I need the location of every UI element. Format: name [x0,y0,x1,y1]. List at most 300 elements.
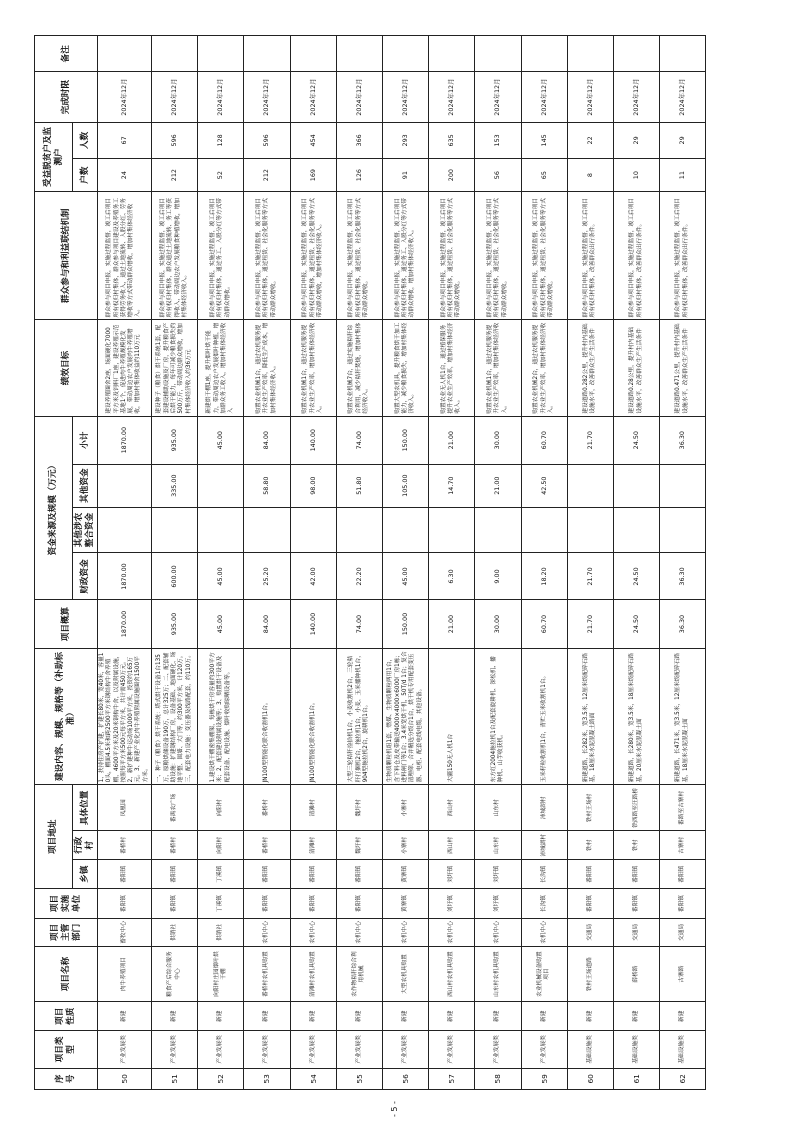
project-unit-cell: 刘圩镇 [429,889,475,919]
header-mechanism: 群众参与和利益联结机制 [35,192,98,320]
mechanism-cell: 群众参与项目申报，实施过程监督，竣工后项目所有权归村集体，通过务工、入股分红等方式带动群众增收。 [198,192,244,320]
mechanism-cell: 群众参与项目申报，实施过程监督，竣工后项目所有权归村集体，通过租赁、社会化服务等方式带动群众增收。 [475,192,521,320]
remark-cell [521,36,567,72]
town-cell: 番阳镇 [660,860,706,889]
persons-cell: 145 [521,122,567,158]
site-cell: 凤凰园 [98,785,152,831]
site-cell: 铁村王场村 [567,785,613,831]
village-cell: 沛城湖村 [521,831,567,860]
remark-cell [336,36,382,72]
village-cell: 番桥村 [98,831,152,860]
project-dept-cell: 供销社 [152,919,198,947]
persons-cell: 67 [98,122,152,158]
deadline-cell: 2024年12月 [336,72,382,122]
project-unit-cell: 番阳镇 [567,889,613,919]
project-name-cell: 西山村农机具购置 [429,946,475,1002]
fiscal-funds-cell: 24.50 [613,553,659,600]
project-name-cell: 农业机械设备购置项目 [521,946,567,1002]
persons-cell: 153 [475,122,521,158]
project-unit-cell: 长沟镇 [521,889,567,919]
project-type-cell: 产业发展类 [244,1031,290,1068]
goal-cell: 建设道路0.471公里，提升村内基础设施水平，改善群众生产生活条件 [660,320,706,416]
header-remarks: 备注 [35,36,98,72]
remark-cell [660,36,706,72]
integrated-funds-cell [152,507,198,553]
remark-cell [429,36,475,72]
other-funds-cell: 98.00 [290,464,336,507]
town-cell: 番阳镇 [290,860,336,889]
deadline-cell: 2024年12月 [383,72,429,122]
site-cell: 铁西路至汪路桥 [613,785,659,831]
goal-cell: 购置农业机械1台，通过农机服务提升农业生产效率，降低生产成本，增加村集体经济收入。 [244,320,290,416]
town-cell: 刘圩镇 [429,860,475,889]
project-dept-cell: 农机中心 [475,919,521,947]
town-cell: 长沟镇 [521,860,567,889]
site-cell: 沛城湖村 [521,785,567,831]
fiscal-funds-cell: 42.00 [290,553,336,600]
deadline-cell: 2024年12月 [198,72,244,122]
goal-cell: 购置农业机械2台，通过农机服务提升农业生产效率，增加村集体经济收入。 [521,320,567,416]
project-unit-cell: 番阳镇 [98,889,152,919]
table-row [429,36,475,1090]
row-no-cell: 52 [198,1068,244,1089]
table-body [98,36,706,1090]
project-unit-cell: 番阳镇 [660,889,706,919]
fiscal-funds-cell: 6.30 [429,553,475,600]
subtotal-cell: 1870.00 [98,416,152,464]
deadline-cell: 2024年12月 [429,72,475,122]
remark-cell [152,36,198,72]
persons-cell: 22 [567,122,613,158]
fiscal-funds-cell: 22.20 [336,553,382,600]
persons-cell: 29 [613,122,659,158]
persons-cell: 366 [336,122,382,158]
row-no-cell: 54 [290,1068,336,1089]
integrated-funds-cell [383,507,429,553]
project-type-cell: 产业发展类 [383,1031,429,1068]
mechanism-cell: 群众参与项目申报，实施过程监督，竣工后项目所有权归村集体，通过租赁、社会化服务等方式带动群众增收。 [336,192,382,320]
project-type-cell: 产业发展类 [475,1031,521,1068]
project-dept-cell: 交通局 [567,919,613,947]
other-funds-cell: 21.00 [475,464,521,507]
goal-cell: 建设养殖圈舍2座，场面硬化7000平方米及饲料厂1座，建设养殖示范基地1个，促进肉牛养殖规模化发展，带动周边农户发展肉牛养殖增收，增加村集体收益约110万元 [98,320,152,416]
town-cell: 番阳镇 [244,860,290,889]
row-no-cell: 59 [521,1068,567,1089]
content-cell: JN100型智能化联合收割机1台。 [290,648,336,785]
budget-cell: 1870.00 [98,600,152,648]
remark-cell [290,36,336,72]
other-funds-cell: 105.00 [383,464,429,507]
mechanism-cell: 群众参与项目申报，实施过程监督，竣工后项目所有权归村集体，通过租赁、社会化服务等方式带动群众增收，增加村集体经济收入。 [290,192,336,320]
other-funds-cell [98,464,152,507]
page-number: - 5 - [390,1101,399,1117]
village-cell: 魏圩村 [336,831,382,860]
project-type-cell: 产业发展类 [290,1031,336,1068]
project-type-cell: 产业发展类 [98,1031,152,1068]
integrated-funds-cell [660,507,706,553]
mechanism-cell: 群众参与项目申报，实施过程监督，竣工后项目所有权归村集体，通过租赁、社会化服务等方式带动群众增收。 [244,192,290,320]
project-name-cell: 铁村王场道路 [567,946,613,1002]
header-persons: 人数 [73,122,98,158]
header-site: 具体位置 [73,785,98,831]
integrated-funds-cell [98,507,152,553]
remark-cell [475,36,521,72]
households-cell: 65 [521,159,567,192]
village-cell: 向阳村 [198,831,244,860]
project-name-cell: 肉牛养殖项目 [98,946,152,1002]
project-type-cell: 基础设施类 [567,1031,613,1068]
mechanism-cell: 群众参与项目申报，实施过程监督，竣工后项目所有权归村集体，改善群众出行条件。 [567,192,613,320]
other-funds-cell [198,464,244,507]
content-cell: 东方红2004拖拉机1台及配套旋耕机、深松机、播种机、山芋收获机。 [475,648,521,785]
town-cell: 番阳镇 [336,860,382,889]
content-cell: 新建道路，长282米，宽3.5米，12厘米级配碎石路基，18厘米水泥混凝土路面 [567,648,613,785]
content-cell: 新建道路，长471米，宽3.5米，12厘米级配碎石路基，18厘米水泥混凝土面 [660,648,706,785]
village-cell: 古寨村 [660,831,706,860]
fiscal-funds-cell: 21.70 [567,553,613,600]
goal-cell: 购置农业机械7台，通过实施秸秆综合利用，减少秸秆焚烧，增加村集体经济收入。 [336,320,382,416]
header-town: 乡镇 [73,860,98,889]
project-dept-cell: 农机中心 [244,919,290,947]
budget-cell: 21.70 [567,600,613,648]
households-cell: 212 [152,159,198,192]
deadline-cell: 2024年12月 [290,72,336,122]
header-nature: 项目性质 [35,1002,98,1031]
project-unit-cell: 番阳镇 [613,889,659,919]
project-dept-cell: 农机中心 [429,919,475,947]
project-nature-cell: 新建 [521,1002,567,1031]
subtotal-cell: 60.70 [521,416,567,464]
project-type-cell: 产业发展类 [429,1031,475,1068]
content-cell: 1、扶持住房产扩建，扩建长80米，宽40米，容量10头，棚面4.5米和跨2500平方米钢结构牛舍养殖棚，4600平方米及20米钢构牛舍，以及附属设施，按照每平方米500元每平方米，共计需450万元。2、新扩建种牛运动场1000平方米，投资约165万元。3、新建产业化肉牛养殖附属设施圈舍1500平方米。 [98,648,152,785]
subtotal-cell: 140.00 [290,416,336,464]
goal-cell: 建设道路0.282公里，提升村内基础设施水平，改善群众生产生活条件 [567,320,613,416]
town-cell: 番阳镇 [152,860,198,889]
integrated-funds-cell [521,507,567,553]
header-beneficiary: 受益脱贫户及监测户 [35,122,73,191]
fiscal-funds-cell: 9.00 [475,553,521,600]
goal-cell: 购置大型农机具，提升粮食烘干加工能力，减少粮食损失，增加村集体经济收入。 [383,320,429,416]
content-cell: 大型三轮秸秆捡拾机1台，小麦收割机2台，三轮秸秆打捆机2台，拖拉机1台，小麦、玉米播种机1台，904型拖拉机2台，旋耕机1台。 [336,648,382,785]
mechanism-cell: 群众参与项目申报，实施过程监督，竣工后项目所有权归村集体，通过务工、入股分红等方式带动群众增收，增加村集体经济收入。 [383,192,429,320]
subtotal-cell: 74.00 [336,416,382,464]
households-cell: 126 [336,159,382,192]
village-cell: 铁村 [613,831,659,860]
table-row [567,36,613,1090]
budget-cell: 21.00 [429,600,475,648]
households-cell: 200 [429,159,475,192]
budget-cell: 60.70 [521,600,567,648]
site-cell: 番桥村 [244,785,290,831]
project-dept-cell: 交通局 [660,919,706,947]
site-cell: 魏圩村 [336,785,382,831]
project-unit-cell: 丁溪镇 [198,889,244,919]
project-name-cell: 薛桥路 [613,946,659,1002]
project-nature-cell: 新建 [429,1002,475,1031]
deadline-cell: 2024年12月 [152,72,198,122]
fiscal-funds-cell: 18.20 [521,553,567,600]
integrated-funds-cell [429,507,475,553]
project-dept-cell: 交通局 [613,919,659,947]
integrated-funds-cell [244,507,290,553]
project-unit-cell: 番阳镇 [290,889,336,919]
site-cell: 番路至古寨村 [660,785,706,831]
table-row [383,36,429,1090]
header-subtotal: 小计 [73,416,98,464]
households-cell: 212 [244,159,290,192]
subtotal-cell: 45.00 [198,416,244,464]
header-goal: 绩效目标 [35,320,98,416]
subtotal-cell: 21.00 [429,416,475,464]
goal-cell: 建设种子（粮食）烘干系统1套，配套建设辅助设施及厂房，提升粮食产后烘干能力，每年可减少粮食损失约500万斤，带动周边群众增收，增加村集体经济收入约36万元 [152,320,198,416]
remark-cell [98,36,152,72]
persons-cell: 293 [383,122,429,158]
remark-cell [198,36,244,72]
header-budget: 项目概算 [35,600,98,648]
content-cell: 一、种子（粮食）烘干系统：塔式烘干设备1台135万，原粮烘储设备190万，总计325万；二、配套辅助设施：扩建钢结构厂房，设备基础、地面硬化、场地平整、围墙、大门等，约300平方米，计120万。三、配套电力设施：变压器及线路配套，约110万。 [152,648,198,785]
budget-cell: 24.50 [613,600,659,648]
project-dept-cell: 畜牧中心 [98,919,152,947]
village-cell: 清滩村 [290,831,336,860]
project-type-cell: 产业发展类 [152,1031,198,1068]
header-village: 行政村 [73,831,98,860]
goal-cell: 购置农业机械1台，通过农机服务提升农业生产效率，增加村集体经济收入。 [290,320,336,416]
town-cell: 番阳镇 [567,860,613,889]
town-cell: 丁溪镇 [198,860,244,889]
households-cell: 169 [290,159,336,192]
fiscal-funds-cell: 45.00 [198,553,244,600]
project-unit-cell: 黄寨镇 [383,889,429,919]
table-row [475,36,521,1090]
subtotal-cell: 935.00 [152,416,198,464]
project-unit-cell: 番阳镇 [152,889,198,919]
village-cell: 番桥村 [244,831,290,860]
site-cell: 西山村 [429,785,475,831]
integrated-funds-cell [290,507,336,553]
project-name-cell: 向阳村庄园烟叶烘干棚 [198,946,244,1002]
remark-cell [383,36,429,72]
other-funds-cell [613,464,659,507]
other-funds-cell: 51.80 [336,464,382,507]
project-dept-cell: 农机中心 [336,919,382,947]
mechanism-cell: 群众参与项目申报，实施过程监督，竣工后项目所有权归村集体，群众通过土地流转、务工等获得收入，带动周边农户发展粮食种植增收，增加村集体经济收入。 [152,192,198,320]
site-cell: 清滩村 [290,785,336,831]
header-fiscal: 财政资金 [73,553,98,600]
deadline-cell: 2024年12月 [521,72,567,122]
header-location: 项目地址 [35,785,73,889]
project-name-cell: 农作物秸秆综合利用机械 [336,946,382,1002]
remark-cell [567,36,613,72]
persons-cell: 128 [198,122,244,158]
households-cell: 91 [383,159,429,192]
project-unit-cell: 刘圩镇 [475,889,521,919]
budget-cell: 74.00 [336,600,382,648]
content-cell: 1.建设烘干棚密集棚架，每栋烘干房容量约300平方米；2、配套建设附属设施等；3、购置烘干设备及配套设备、配电设施、烟叶收购晾晒设备等。 [198,648,244,785]
header-type: 项目类型 [35,1031,98,1068]
rotated-table-page [34,35,788,1090]
persons-cell: 29 [660,122,706,158]
header-unit: 项目实施单位 [35,889,98,919]
remark-cell [613,36,659,72]
header-households: 户数 [73,159,98,192]
goal-cell: 购置农业无人机1台，通过植保服务提升农业生产效率，增加村集体经济收入。 [429,320,475,416]
town-cell: 番阳镇 [98,860,152,889]
other-funds-cell: 42.50 [521,464,567,507]
project-nature-cell: 新建 [98,1002,152,1031]
budget-cell: 36.30 [660,600,706,648]
header-other: 其他资金 [73,464,98,507]
deadline-cell: 2024年12月 [660,72,706,122]
other-funds-cell [567,464,613,507]
content-cell: 生物质颗粒机组1套，燃煤、生物质颗粒两用1台，含下料仓及皮带输送4000×4000×6000厂房1栋；进料闸门等1台；3.4米宽烘干机，50T/d 1台；复合清理筛、合并精选分级台1台，烘干机专用配套变压器、电柜、配套电线电缆，其他设备。 [383,648,429,785]
project-name-cell: 清滩村农机具购置 [290,946,336,1002]
table-row [336,36,382,1090]
header-row-1 [35,36,73,1090]
fiscal-funds-cell: 1870.00 [98,553,152,600]
households-cell: 56 [475,159,521,192]
row-no-cell: 53 [244,1068,290,1089]
deadline-cell: 2024年12月 [567,72,613,122]
table-row [244,36,290,1090]
row-no-cell: 62 [660,1068,706,1089]
project-nature-cell: 新建 [152,1002,198,1031]
budget-cell: 140.00 [290,600,336,648]
project-unit-cell: 番阳镇 [244,889,290,919]
fiscal-funds-cell: 25.20 [244,553,290,600]
site-cell: 番禺农广场 [152,785,198,831]
subtotal-cell: 30.00 [475,416,521,464]
goal-cell: 建设道路0.28公里，提升村内基础设施水平，改善群众生产生活条件 [613,320,659,416]
header-dept: 项目主管部门 [35,919,98,947]
households-cell: 10 [613,159,659,192]
deadline-cell: 2024年12月 [613,72,659,122]
table-row [521,36,567,1090]
site-cell: 山东村 [475,785,521,831]
households-cell: 8 [567,159,613,192]
project-dept-cell: 农机中心 [383,919,429,947]
project-nature-cell: 新建 [660,1002,706,1031]
project-nature-cell: 新建 [290,1002,336,1031]
site-cell: 小寨村 [383,785,429,831]
table-row [290,36,336,1090]
project-unit-cell: 番阳镇 [336,889,382,919]
project-nature-cell: 新建 [198,1002,244,1031]
households-cell: 52 [198,159,244,192]
project-type-cell: 基础设施类 [660,1031,706,1068]
project-name-cell: 大型农机具购置 [383,946,429,1002]
integrated-funds-cell [567,507,613,553]
other-funds-cell [660,464,706,507]
goal-cell: 新建烘干棚1座，提升烟叶烘干能力，带动周边农户发展烟叶种植，增加群众务工收入，增加村集体经济收入 [198,320,244,416]
project-nature-cell: 新建 [336,1002,382,1031]
row-no-cell: 61 [613,1068,659,1089]
remark-cell [244,36,290,72]
project-nature-cell: 新建 [475,1002,521,1031]
town-cell: 番阳镇 [613,860,659,889]
project-nature-cell: 新建 [567,1002,613,1031]
site-cell: 向阳村 [198,785,244,831]
project-type-cell: 产业发展类 [198,1031,244,1068]
header-seq: 序号 [35,1068,98,1089]
row-no-cell: 51 [152,1068,198,1089]
persons-cell: 596 [152,122,198,158]
households-cell: 24 [98,159,152,192]
table-row [198,36,244,1090]
village-cell: 小寨村 [383,831,429,860]
project-table [34,35,706,1090]
subtotal-cell: 84.00 [244,416,290,464]
table-row [613,36,659,1090]
other-funds-cell: 335.00 [152,464,198,507]
integrated-funds-cell [475,507,521,553]
project-type-cell: 基础设施类 [613,1031,659,1068]
integrated-funds-cell [336,507,382,553]
mechanism-cell: 群众参与项目申报，实施过程监督，竣工后项目所有权归村集体，改善群众出行条件。 [660,192,706,320]
row-no-cell: 50 [98,1068,152,1089]
content-cell: JN100型智能化联合收割机1台。 [244,648,290,785]
project-name-cell: 番桥村农机具购置 [244,946,290,1002]
integrated-funds-cell [613,507,659,553]
subtotal-cell: 21.70 [567,416,613,464]
budget-cell: 45.00 [198,600,244,648]
households-cell: 11 [660,159,706,192]
mechanism-cell: 群众参与项目申报，实施过程监督，竣工后项目所有权归村集体，通过租赁、社会化服务等方式带动群众增收。 [429,192,475,320]
village-cell: 铁村 [567,831,613,860]
village-cell: 番桥村 [152,831,198,860]
town-cell: 刘圩镇 [475,860,521,889]
budget-cell: 30.00 [475,600,521,648]
header-deadline: 完成时限 [35,72,98,122]
project-type-cell: 产业发展类 [521,1031,567,1068]
project-name-cell: 古寨路 [660,946,706,1002]
deadline-cell: 2024年12月 [475,72,521,122]
project-nature-cell: 新建 [613,1002,659,1031]
other-funds-cell: 14.70 [429,464,475,507]
row-no-cell: 56 [383,1068,429,1089]
project-dept-cell: 农机中心 [521,919,567,947]
row-no-cell: 60 [567,1068,613,1089]
persons-cell: 596 [244,122,290,158]
content-cell: 新建道路，长280米，宽3.5米，18厘米级配碎石路基，20厘米水泥混凝土面 [613,648,659,785]
persons-cell: 454 [290,122,336,158]
budget-cell: 935.00 [152,600,198,648]
integrated-funds-cell [198,507,244,553]
mechanism-cell: 群众参与项目申报，实施过程监督，竣工后项目所有权归村集体，通过租赁、社会化服务等方式带动群众增收。 [521,192,567,320]
header-name: 项目名称 [35,946,98,1002]
goal-cell: 购置农业机械1台，通过农机服务提升农业生产效率，增加村集体经济收入。 [475,320,521,416]
project-nature-cell: 新建 [244,1002,290,1031]
budget-cell: 150.00 [383,600,429,648]
mechanism-cell: 群众参与项目申报，实施过程监督，竣工后项目所有权归村集体，改善群众出行条件。 [613,192,659,320]
fiscal-funds-cell: 600.00 [152,553,198,600]
table-row [660,36,706,1090]
table-row [98,36,152,1090]
content-cell: 玉米籽粒收割机1台，青贮玉米收割机1台。 [521,648,567,785]
row-no-cell: 57 [429,1068,475,1089]
table-row [152,36,198,1090]
project-nature-cell: 新建 [383,1002,429,1031]
row-no-cell: 58 [475,1068,521,1089]
subtotal-cell: 36.30 [660,416,706,464]
project-dept-cell: 农机中心 [290,919,336,947]
deadline-cell: 2024年12月 [98,72,152,122]
project-type-cell: 产业发展类 [336,1031,382,1068]
row-no-cell: 55 [336,1068,382,1089]
persons-cell: 635 [429,122,475,158]
subtotal-cell: 24.50 [613,416,659,464]
content-cell: 大疆150无人机1台 [429,648,475,785]
header-integrated: 其他涉农整合资金 [73,507,98,553]
